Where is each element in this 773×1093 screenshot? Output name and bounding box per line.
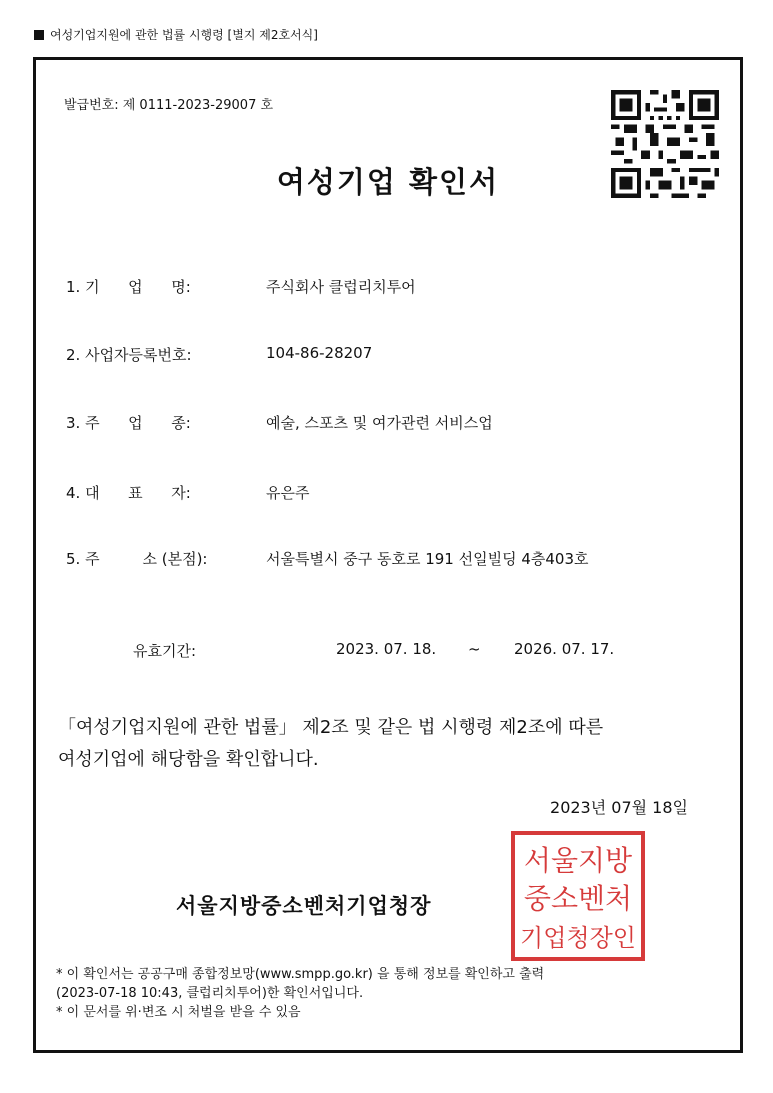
issue-number: 발급번호: 제 0111-2023-29007 호 — [64, 98, 274, 113]
square-bullet-icon — [34, 30, 44, 40]
field-value: 유은주 — [266, 484, 310, 502]
form-reference-text: 여성기업지원에 관한 법률 시행령 [별지 제2호서식] — [50, 28, 318, 42]
field-label: 2. 사업자등록번호: — [66, 346, 192, 364]
note-line: (2023-07-18 10:43, 클럽리치투어)한 확인서입니다. — [56, 986, 364, 1001]
issue-date: 2023년 07월 18일 — [550, 798, 688, 817]
official-seal-icon — [510, 830, 646, 962]
validity-separator: ~ — [468, 640, 481, 658]
statement-line: 「여성기업지원에 관한 법률」 제2조 및 같은 법 시행령 제2조에 따른 — [58, 717, 604, 738]
field-label: 3. 주 업 종: — [66, 414, 191, 432]
note-line: * 이 확인서는 공공구매 종합정보망(www.smpp.go.kr) 을 통해 정보를 확인하고 출력 — [56, 967, 545, 982]
validity-label: 유효기간: — [133, 642, 197, 660]
seal-text: 기업청장인 — [520, 924, 636, 952]
form-reference — [34, 26, 318, 43]
statement-line: 여성기업에 해당함을 확인합니다. — [58, 749, 319, 770]
notes — [56, 965, 544, 1022]
field-value: 104-86-28207 — [266, 344, 373, 362]
certificate-frame — [33, 57, 743, 1053]
validity-start-date: 2023. 07. 18. — [336, 640, 437, 658]
field-value: 예술, 스포츠 및 여가관련 서비스업 — [266, 414, 493, 432]
field-label: 5. 주 소 (본점): — [66, 550, 208, 568]
seal-text: 서울지방 — [523, 844, 633, 877]
field-label: 4. 대 표 자: — [66, 484, 191, 502]
field-value: 서울특별시 중구 동호로 191 선일빌딩 4층403호 — [266, 550, 589, 568]
document-title: 여성기업 확인서 — [276, 165, 500, 199]
field-label: 1. 기 업 명: — [66, 278, 191, 296]
validity-end-date: 2026. 07. 17. — [514, 640, 615, 658]
seal-text: 중소벤처 — [523, 882, 633, 915]
note-line: * 이 문서를 위·변조 시 처벌을 받을 수 있음 — [56, 1005, 301, 1020]
confirmation-statement — [58, 712, 718, 776]
field-value: 주식회사 클럽리치투어 — [266, 278, 416, 296]
issuer-name: 서울지방중소벤처기업청장 — [176, 894, 432, 918]
